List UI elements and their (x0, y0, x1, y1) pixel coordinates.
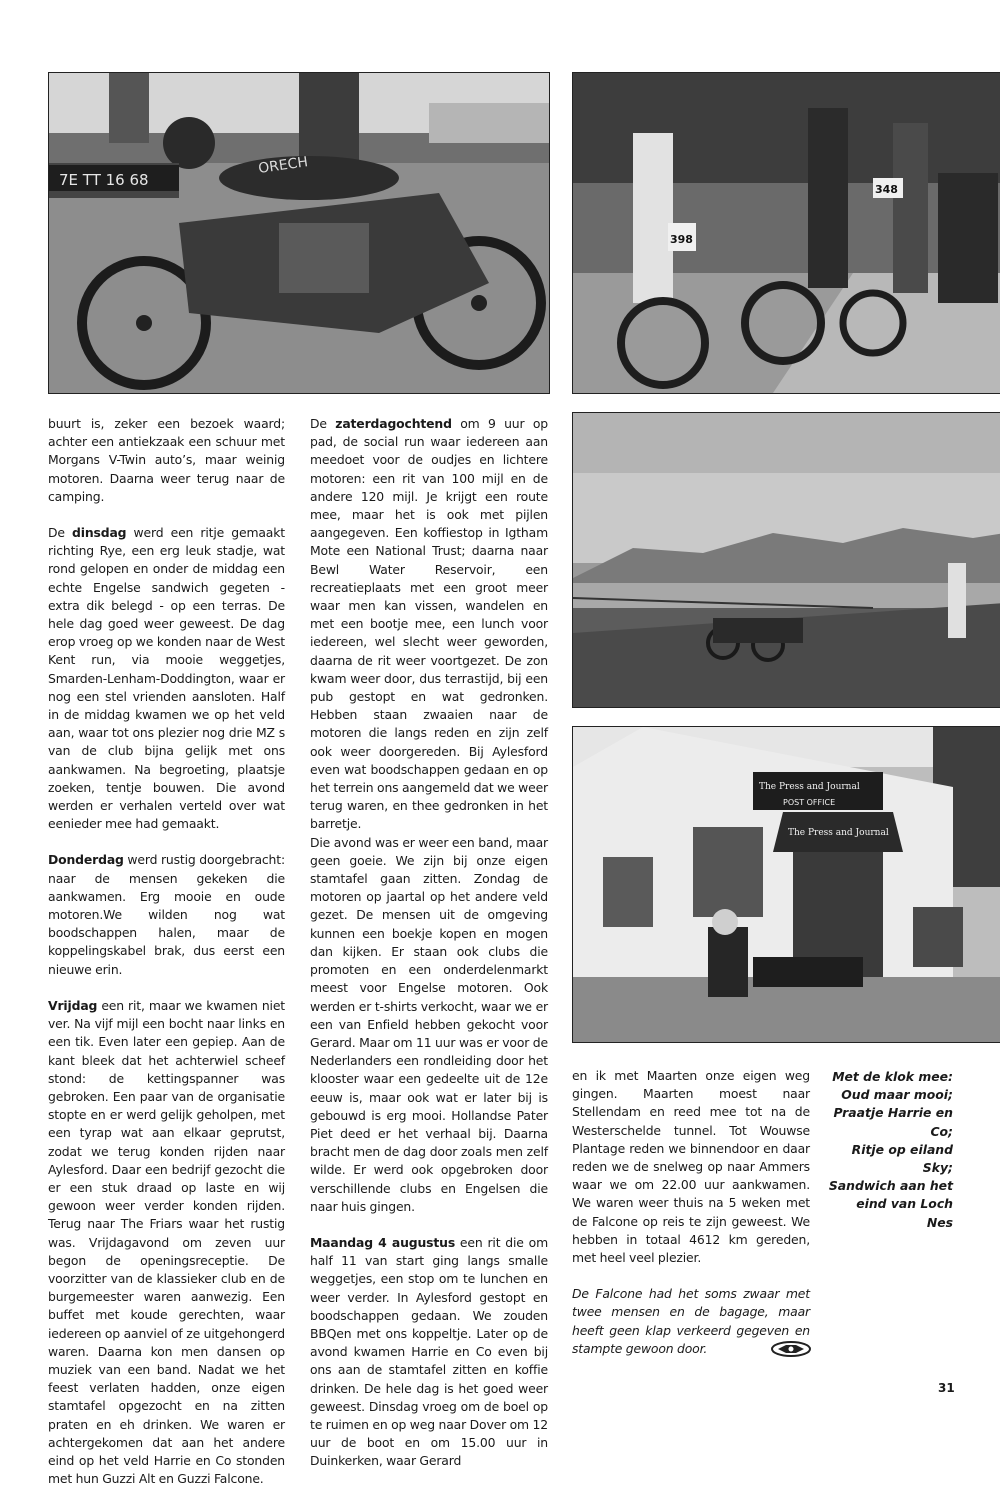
plate-text: 7E TT 16 68 (59, 171, 149, 189)
caption-line-3: Praatje Harrie en Co; (833, 1105, 953, 1139)
photo-roadside-chat (572, 72, 1000, 394)
page-number: 31 (938, 1381, 955, 1395)
caption-line-1: Met de klok mee: (832, 1069, 953, 1084)
col1-paragraph-2: De dinsdag werd een ritje gemaakt richting Rye, een erg leuk stadje, wat rond gelopen en onder de middag een echte Engelse sandwich gegeten - extra dik belegd - op een terras. De hele dag goed weer geweest. De dag erop vroeg op we konden naar de West Kent run, via mooie weggetjes, Smarden-Lenham-Doddington, waar er nog een stel vrienden aansloten. Half in de middag kwamen we op het veld aan, waar tot ons plezier nog drie MZ s van de club bijna gelijk met ons aankwamen. Na begroeting, plaatsje zoeken, tentje bouwen. Die avond werden er verhalen verteld over wat eenieder mee had gemaakt. (48, 525, 285, 832)
text-column-2 (310, 415, 548, 1489)
caption-line-5: Sandwich aan het (828, 1178, 953, 1194)
post-office-text: POST OFFICE (783, 798, 836, 807)
race-number-348: 348 (875, 183, 898, 196)
col1-paragraph-3: Donderdag werd rustig doorgebracht: naar de mensen gekeken die aankwamen. Erg mooie en oude motoren.We wilden nog wat boodschappen halen, maar de koppelingskabel brak, dus eerst een nieuwe erin. (48, 852, 285, 977)
text-column-1 (48, 415, 285, 1506)
caption-line-2: Oud maar mooi; (841, 1087, 953, 1103)
club-logo-icon (770, 1340, 812, 1358)
photo-old-motorcycle (48, 72, 550, 394)
photo-caption (828, 1068, 953, 1232)
awning-text: The Press and Journal (788, 828, 889, 838)
race-number-398: 398 (670, 233, 693, 246)
moto-name-text: ORECH (257, 154, 309, 177)
keyword-donderdag: Donderdag (48, 852, 124, 868)
col1-paragraph-1: buurt is, zeker een bezoek waard; achter een antiekzaak een schuur met Morgans V-Twin auto’s, maar weinig motoren. Daarna weer terug naar de camping. (48, 416, 285, 504)
photo-shop-loch-ness (572, 726, 1000, 1043)
shop-sign-text: The Press and Journal (759, 782, 860, 792)
col2-paragraph-1: De zaterdagochtend om 9 uur op pad, de social run waar iedereen aan meedoet voor de oudjes en lichtere motoren: een rit van 100 mijl en de andere 120 mijl. Je krijgt een route mee, maar het is ook met pijlen aangegeven. Een koffiestop in Igtham Mote een National Trust; daarna naar Bewl Water Reservoir, een recreatieplaats met een groot meer waar men kan vissen, wandelen en met een bootje mee, een lunch voor iedereen, wel slecht weer geworden, daarna de rit weer voortgezet. De zon kwam weer door, dus terrastijd, bij een pub gestopt en wat gedronken. Hebben staan zwaaien naar de motoren die langs reden en zijn zelf ook weer doorgereden. Bij Aylesford even wat boodschappen gedaan en op het terrein ons aangemeld dat we weer terug waren, en thee gedronken in het barretje. (310, 416, 548, 832)
keyword-vrijdag: Vrijdag (48, 997, 98, 1013)
col3-paragraph-1: en ik met Maarten onze eigen weg gingen. Maarten moest naar Stellendam en reed mee tot na de Westerschelde tunnel. Tot Wouwse Plantage reden we binnendoor en daar reden we de snelweg op naar Ammers waar we om 22.00 uur aankwamen. We waren weer thuis na 5 weken met de Falcone op reis te zijn geweest. We hebben in totaal 4612 km gereden, met heel veel plezier. (572, 1068, 810, 1266)
col3-paragraph-2: De Falcone had het soms zwaar met twee mensen en de bagage, maar heeft geen klap verkeerd gegeven en stampte gewoon door. (572, 1286, 810, 1356)
keyword-zaterdagochtend: zaterdagochtend (335, 416, 452, 431)
photo-isle-of-skye (572, 412, 1000, 708)
col2-paragraph-2: Die avond was er weer een band, maar geen goeie. We zijn bij onze eigen stamtafel gaan zitten. Zondag de motoren op jaartal op het andere veld gezet. De mensen uit de omgeving kunnen een boekje kopen en mogen dan kijken. Er staan ook clubs die promoten en een onderdelenmarkt meest voor Engelse motoren. Ook werden er t-shirts verkocht, waar we er een van Enfield hebben gekocht voor Gerard. Maar om 11 uur was er voor de Nederlanders een rondleiding door het klooster waar een gedeelte uit de 12e eeuw is, maar ook wat er later bij is gebouwd is erg mooi. Hollandse Pater Piet deed er het verhaal bij. Daarna bracht men de dag door zoals men zelf wilde. Er werd ook opgebroken door verschillende clubs en Engelsen die naar huis gingen. (310, 834, 548, 1214)
caption-line-4: Ritje op eiland Sky; (851, 1141, 953, 1176)
caption-line-6: eind van Loch Nes (856, 1196, 953, 1230)
keyword-maandag: Maandag 4 augustus (310, 1234, 456, 1250)
keyword-dinsdag: dinsdag (72, 525, 127, 541)
col2-paragraph-3: Maandag 4 augustus een rit die om half 11 van start ging langs smalle weggetjes, een stop om te lunchen en weer verder. In Aylesford gestopt en boodschappen gedaan. We zouden BBQen met ons koppeltje. Later op de avond kwamen Harrie en Co even bij ons aan de stamtafel zitten en koffie drinken. De hele dag is het goed weer geweest. Dinsdag vroeg om de boel op te ruimen en op weg naar Dover om 12 uur de boot en om 15.00 uur in Duinkerken, waar Gerard (310, 1234, 548, 1469)
col1-paragraph-4: Vrijdag een rit, maar we kwamen niet ver. Na vijf mijl een bocht naar links en een tik. Even later een gepiep. Aan de kant bleek dat het achterwiel scheef stond: de kettingspanner was gebroken. Een paar van de organisatie stopte en er werd gelijk geholpen, met een tyrap wat aan elkaar geprutst, zodat we terug konden rijden naar Aylesford. Daar een bedrijf gezocht die er een stuk draad op laste en wij gewoon weer verder konden rijden. Terug naar The Friars waar het rustig was. Vrijdagavond om zeven uur begon de openingsreceptie. De voorzitter van de klassieker club en de burgemeester waren aanwezig. Een buffet met koude gerechten, waar iedereen op aanviel of ze uitgehongerd waren. Daarna kon men dansen op muziek van een band. Nadat we het feest verlaten hadden, onze eigen stamtafel opgezocht en na zitten praten en eh drinken. We waren er achtergekomen dat aan het andere eind op het veld Harrie en Co stonden met hun Guzzi Alt en Guzzi Falcone. (48, 997, 285, 1487)
text-column-3 (572, 1067, 810, 1376)
